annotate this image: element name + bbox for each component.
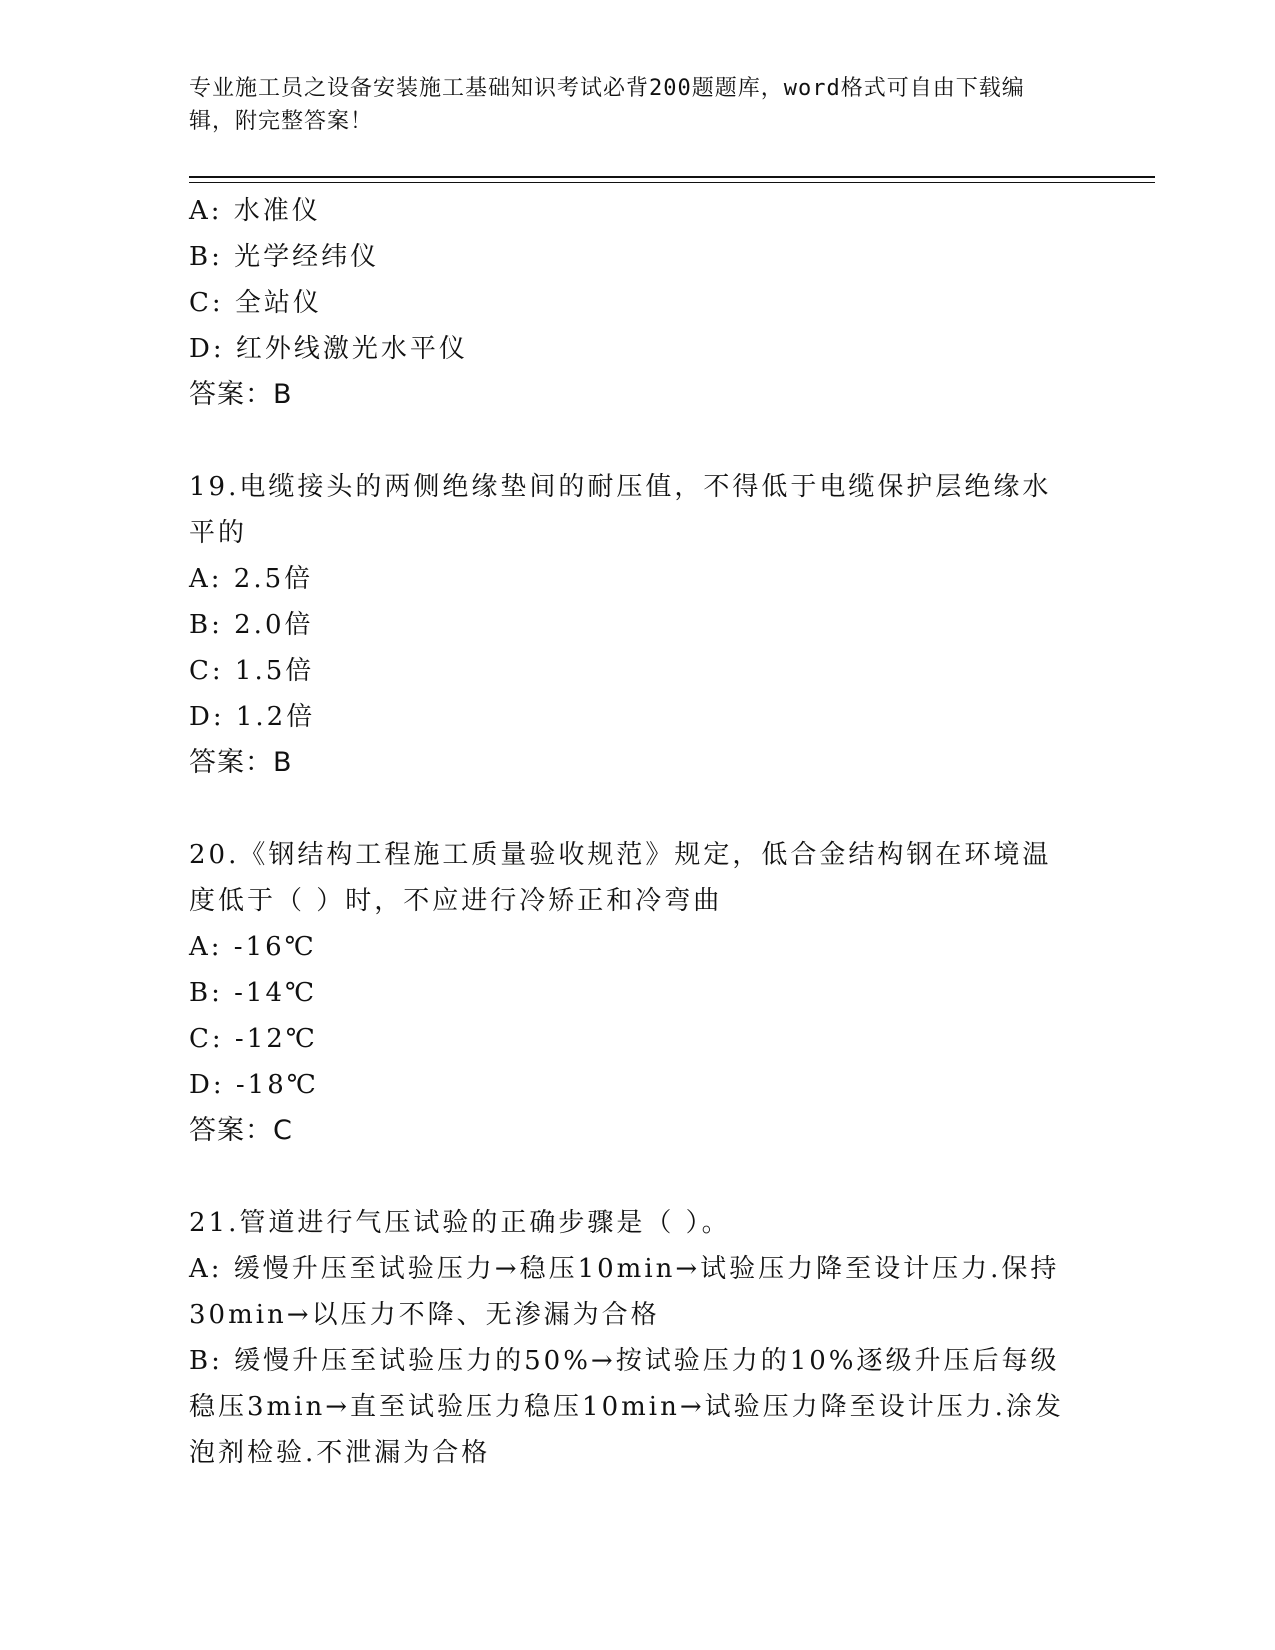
option-b: B: 光学经纬仪	[189, 242, 380, 272]
option-c: C: 1.5倍	[189, 656, 315, 686]
option-d: D: -18℃	[189, 1070, 319, 1100]
document-header: 专业施工员之设备安装施工基础知识考试必背200题题库，word格式可自由下载编辑，附完整答案！	[189, 76, 1025, 134]
spacer	[189, 786, 1079, 832]
question-19	[189, 464, 1079, 786]
option-b: B: 2.0倍	[189, 610, 314, 640]
question-stem: 21.管道进行气压试验的正确步骤是（ ）。	[189, 1208, 731, 1238]
answer: 答案：B	[189, 747, 293, 778]
option-d: D: 红外线激光水平仪	[189, 334, 468, 364]
header-divider-bottom	[189, 182, 1155, 183]
spacer	[189, 418, 1079, 464]
answer: 答案：B	[189, 379, 293, 410]
question-20	[189, 832, 1079, 1154]
option-c: C: -12℃	[189, 1024, 318, 1054]
question-content	[189, 188, 1079, 1476]
answer: 答案：C	[189, 1115, 293, 1146]
question-18	[189, 188, 1079, 418]
question-stem: 20.《钢结构工程施工质量验收规范》规定，低合金结构钢在环境温度低于（ ）时，不应进行冷矫正和冷弯曲	[189, 840, 1052, 916]
option-d: D: 1.2倍	[189, 702, 316, 732]
spacer	[189, 1154, 1079, 1200]
question-stem: 19.电缆接头的两侧绝缘垫间的耐压值，不得低于电缆保护层绝缘水平的	[189, 472, 1052, 548]
question-21	[189, 1200, 1079, 1476]
option-c: C: 全站仪	[189, 288, 322, 318]
option-a: A: 缓慢升压至试验压力→稳压10min→试验压力降至设计压力.保持30min→以压力不降、无渗漏为合格	[189, 1254, 1060, 1330]
option-b: B: 缓慢升压至试验压力的50%→按试验压力的10%逐级升压后每级稳压3min→直至试验压力稳压10min→试验压力降至设计压力.涂发泡剂检验.不泄漏为合格	[189, 1346, 1064, 1468]
option-b: B: -14℃	[189, 978, 318, 1008]
option-a: A: 水准仪	[189, 196, 321, 226]
header-divider-top	[189, 176, 1155, 178]
option-a: A: 2.5倍	[189, 564, 314, 594]
option-a: A: -16℃	[189, 932, 317, 962]
